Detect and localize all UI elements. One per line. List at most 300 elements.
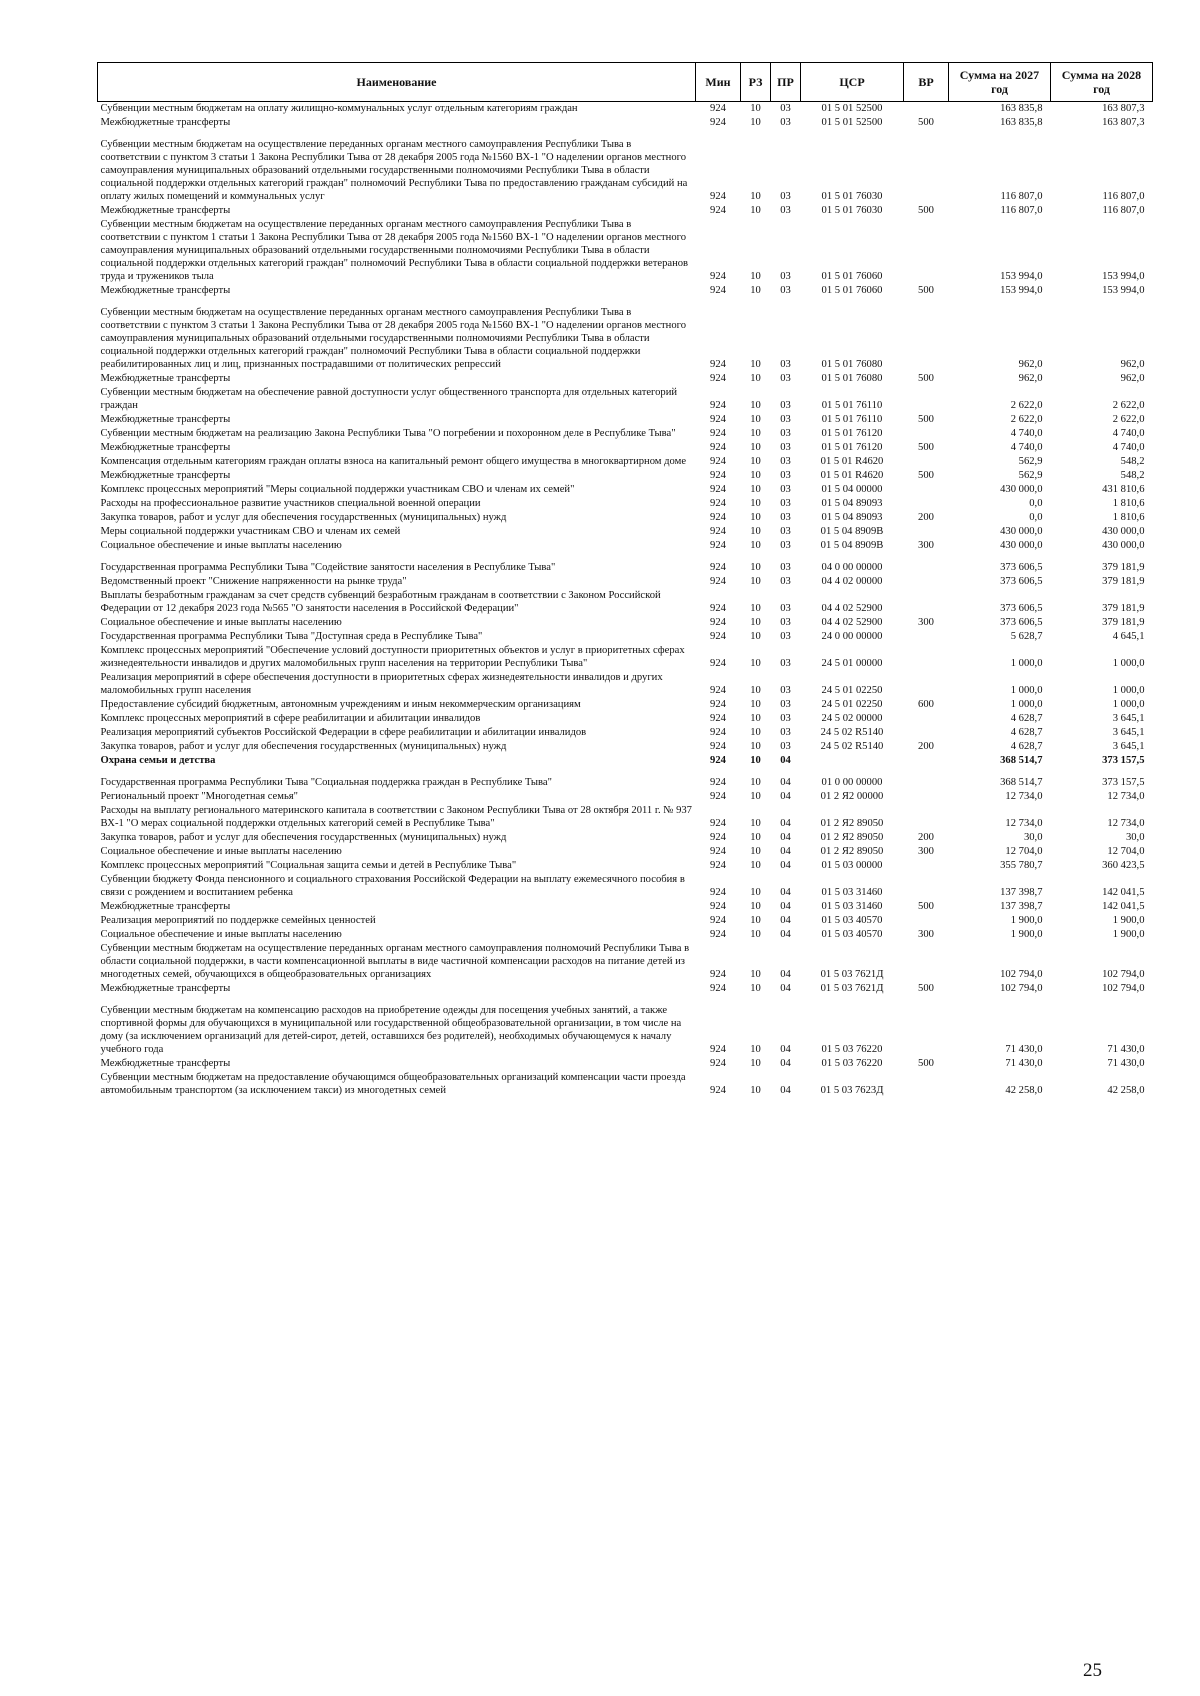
header-rz: РЗ	[741, 63, 771, 102]
csr-cell: 01 5 03 31460	[821, 887, 883, 898]
min-cell: 924	[710, 915, 726, 926]
min-cell: 924	[710, 929, 726, 940]
rz-cell: 10	[750, 103, 761, 114]
name-cell: Межбюджетные трансферты	[100, 117, 231, 128]
csr-cell: 01 5 04 89093	[821, 498, 883, 509]
rz-cell: 10	[750, 191, 761, 202]
sum-2028-cell: 142 041,5	[1102, 901, 1145, 912]
min-cell: 924	[710, 470, 726, 481]
sum-2027-cell: 12 734,0	[1005, 791, 1043, 802]
vr-cell: 300	[918, 846, 934, 857]
name-cell: Расходы на выплату регионального материнского капитала в соответствии с Законом Республики Тыва от 28 октября 2011 г. № 937 ВХ-1 "О мерах социальной поддержки отдельных категорий семей в Республике Тыва"	[100, 805, 692, 829]
name-cell: Субвенции местным бюджетам на компенсацию расходов на приобретение одежды для посещения учебных занятий, а также спортивной формы для обучающихся в муниципальной или государственной общеобразовательной организации, в том числе на дому (за исключением организаций для детей-сирот, детей, оставшихся без родителей), необходимых обучающемуся к началу учебного года	[100, 1005, 682, 1055]
min-cell: 924	[710, 373, 726, 384]
csr-cell: 01 5 03 7621Д	[820, 983, 884, 994]
csr-cell: 01 5 01 76120	[821, 428, 883, 439]
rz-cell: 10	[750, 901, 761, 912]
pr-cell: 03	[780, 617, 791, 628]
table-row	[98, 873, 1153, 900]
min-cell: 924	[710, 205, 726, 216]
table-row	[98, 740, 1153, 754]
csr-cell: 04 4 02 52900	[821, 603, 883, 614]
pr-cell: 04	[780, 929, 791, 940]
table-row	[98, 712, 1153, 726]
min-cell: 924	[710, 846, 726, 857]
min-cell: 924	[710, 359, 726, 370]
sum-2027-cell: 153 994,0	[1000, 285, 1043, 296]
rz-cell: 10	[750, 915, 761, 926]
sum-2028-cell: 102 794,0	[1102, 983, 1145, 994]
vr-cell	[904, 575, 949, 589]
pr-cell: 03	[780, 685, 791, 696]
csr-cell: 01 5 04 8909В	[820, 526, 884, 537]
sum-2028-cell: 379 181,9	[1102, 562, 1145, 573]
pr-cell: 04	[780, 860, 791, 871]
csr-cell: 01 5 03 40570	[821, 929, 883, 940]
rz-cell: 10	[750, 983, 761, 994]
rz-cell: 10	[750, 631, 761, 642]
pr-cell: 03	[780, 526, 791, 537]
pr-cell: 04	[780, 887, 791, 898]
budget-table	[97, 62, 1153, 1098]
sum-2028-cell: 379 181,9	[1102, 576, 1145, 587]
vr-cell: 500	[918, 470, 934, 481]
page-number: 25	[1083, 1660, 1102, 1681]
rz-cell: 10	[750, 512, 761, 523]
sum-2028-cell: 12 734,0	[1107, 818, 1145, 829]
vr-cell: 500	[918, 414, 934, 425]
min-cell: 924	[710, 617, 726, 628]
csr-cell: 01 5 01 76120	[821, 442, 883, 453]
sum-2027-cell: 42 258,0	[1005, 1085, 1043, 1096]
vr-cell	[904, 790, 949, 804]
table-row	[98, 900, 1153, 914]
table-row	[98, 644, 1153, 671]
table-row	[98, 768, 1153, 790]
pr-cell: 03	[780, 359, 791, 370]
table-body	[98, 102, 1153, 1099]
rz-cell: 10	[750, 428, 761, 439]
pr-cell: 03	[780, 562, 791, 573]
sum-2027-cell: 4 740,0	[1010, 428, 1043, 439]
vr-cell	[904, 497, 949, 511]
min-cell: 924	[710, 887, 726, 898]
name-cell: Социальное обеспечение и иные выплаты населению	[100, 846, 342, 857]
sum-2027-cell: 116 807,0	[1000, 205, 1043, 216]
min-cell: 924	[710, 969, 726, 980]
csr-cell: 24 5 01 00000	[821, 658, 883, 669]
table-row	[98, 413, 1153, 427]
sum-2027-cell: 4 628,7	[1010, 741, 1043, 752]
sum-2028-cell: 12 734,0	[1107, 791, 1145, 802]
vr-cell: 500	[918, 205, 934, 216]
sum-2028-cell: 431 810,6	[1102, 484, 1145, 495]
csr-cell: 24 5 01 02250	[821, 699, 883, 710]
pr-cell: 03	[780, 713, 791, 724]
sum-2027-cell: 0,0	[1029, 512, 1043, 523]
table-row	[98, 204, 1153, 218]
vr-cell	[904, 630, 949, 644]
name-cell: Субвенции местным бюджетам на предоставление обучающимся общеобразовательных организаций компенсации части проезда автомобильным транспортом (за исключением такси) из многодетных семей	[100, 1072, 686, 1096]
name-cell: Реализация мероприятий по поддержке семейных ценностей	[100, 915, 376, 926]
rz-cell: 10	[750, 685, 761, 696]
name-cell: Субвенции местным бюджетам на осуществление переданных органам местного самоуправления Республики Тыва в соответствии с пунктом 3 статьи 1 Закона Республики Тыва от 28 декабря 2005 года №1560 ВХ-1 "О наделении органов местного самоуправления муниципальных образований отдельными государственными полномочиями Республики Тыва в области социальной поддержки отдельных категорий граждан" полномочий Республики Тыва по предоставлению гражданам субсидий на оплату жилых помещений и коммунальных услуг	[100, 139, 688, 202]
sum-2027-cell: 373 606,5	[1000, 617, 1043, 628]
rz-cell: 10	[750, 1058, 761, 1069]
sum-2028-cell: 116 807,0	[1102, 205, 1145, 216]
csr-cell: 24 0 00 00000	[821, 631, 883, 642]
rz-cell: 10	[750, 818, 761, 829]
pr-cell: 03	[780, 373, 791, 384]
sum-2027-cell: 1 000,0	[1010, 699, 1043, 710]
min-cell: 924	[710, 832, 726, 843]
name-cell: Субвенции местным бюджетам на оплату жилищно-коммунальных услуг отдельным категориям граждан	[100, 103, 578, 114]
name-cell: Государственная программа Республики Тыва "Социальная поддержка граждан в Республике Тыва"	[100, 777, 552, 788]
pr-cell: 04	[780, 1044, 791, 1055]
sum-2027-cell: 12 704,0	[1005, 846, 1043, 857]
sum-2027-cell: 102 794,0	[1000, 983, 1043, 994]
pr-cell: 03	[780, 428, 791, 439]
name-cell: Региональный проект "Многодетная семья"	[100, 791, 298, 802]
sum-2028-cell: 4 740,0	[1112, 442, 1145, 453]
pr-cell: 04	[780, 791, 791, 802]
name-cell: Социальное обеспечение и иные выплаты населению	[100, 540, 342, 551]
vr-cell: 600	[918, 699, 934, 710]
min-cell: 924	[710, 400, 726, 411]
sum-2028-cell: 3 645,1	[1112, 727, 1145, 738]
pr-cell: 04	[780, 846, 791, 857]
header-vr: ВР	[904, 63, 949, 102]
sum-2028-cell: 42 258,0	[1107, 1085, 1145, 1096]
csr-cell: 01 5 04 8909В	[820, 540, 884, 551]
name-cell: Субвенции местным бюджетам на осуществление переданных органам местного самоуправления Республики Тыва в соответствии с пунктом 3 статьи 1 Закона Республики Тыва от 28 декабря 2005 года №1560 ВХ-1 "О наделении органов местного самоуправления муниципальных образований отдельными государственными полномочиями Республики Тыва в области социальной поддержки отдельных категорий граждан" полномочий Республики Тыва в области социальной поддержки реабилитированных лиц и лиц, признанных пострадавшими от политических репрессий	[100, 307, 687, 370]
sum-2028-cell: 102 794,0	[1102, 969, 1145, 980]
pr-cell: 03	[780, 470, 791, 481]
sum-2027-cell: 430 000,0	[1000, 540, 1043, 551]
table-row	[98, 497, 1153, 511]
min-cell: 924	[710, 818, 726, 829]
header-min: Мин	[696, 63, 741, 102]
min-cell: 924	[710, 285, 726, 296]
vr-cell: 300	[918, 540, 934, 551]
sum-2028-cell: 1 810,6	[1112, 498, 1145, 509]
sum-2027-cell: 373 606,5	[1000, 603, 1043, 614]
rz-cell: 10	[750, 791, 761, 802]
min-cell: 924	[710, 777, 726, 788]
csr-cell: 01 5 01 52500	[821, 117, 883, 128]
name-cell: Субвенции местным бюджетам на осуществление переданных органам местного самоуправления полномочий Республики Тыва в области социальной поддержки, в части компенсационной выплаты в виде частичной компенсации расходов на питание детей из многодетных семей, обучающихся в общеобразовательных организациях	[100, 943, 690, 980]
min-cell: 924	[710, 685, 726, 696]
rz-cell: 10	[750, 658, 761, 669]
pr-cell: 04	[780, 915, 791, 926]
csr-cell: 01 5 01 R4620	[820, 470, 884, 481]
vr-cell	[904, 804, 949, 831]
sum-2027-cell: 368 514,7	[1000, 777, 1043, 788]
rz-cell: 10	[750, 205, 761, 216]
name-cell: Государственная программа Республики Тыва "Доступная среда в Республике Тыва"	[100, 631, 483, 642]
pr-cell: 03	[780, 400, 791, 411]
min-cell: 924	[710, 428, 726, 439]
csr-cell: 01 5 04 00000	[821, 484, 883, 495]
csr-cell: 24 5 02 00000	[821, 713, 883, 724]
sum-2028-cell: 3 645,1	[1112, 741, 1145, 752]
table-row	[98, 427, 1153, 441]
rz-cell: 10	[750, 470, 761, 481]
min-cell: 924	[710, 658, 726, 669]
pr-cell: 03	[780, 699, 791, 710]
rz-cell: 10	[750, 373, 761, 384]
vr-cell	[904, 671, 949, 698]
min-cell: 924	[710, 271, 726, 282]
table-header-row	[98, 63, 1153, 102]
table-row	[98, 790, 1153, 804]
csr-cell: 24 5 02 R5140	[820, 741, 884, 752]
pr-cell: 03	[780, 285, 791, 296]
csr-cell: 01 5 01 76030	[821, 205, 883, 216]
pr-cell: 03	[780, 414, 791, 425]
min-cell: 924	[710, 456, 726, 467]
vr-cell	[904, 483, 949, 497]
rz-cell: 10	[750, 860, 761, 871]
sum-2027-cell: 4 740,0	[1010, 442, 1043, 453]
sum-2028-cell: 71 430,0	[1107, 1044, 1145, 1055]
csr-cell: 04 0 00 00000	[821, 562, 883, 573]
rz-cell: 10	[750, 1044, 761, 1055]
sum-2028-cell: 379 181,9	[1102, 617, 1145, 628]
vr-cell	[904, 644, 949, 671]
csr-cell: 01 5 01 76060	[821, 285, 883, 296]
name-cell: Расходы на профессиональное развитие участников специальной военной операции	[100, 498, 481, 509]
table-row	[98, 942, 1153, 982]
sum-2028-cell: 142 041,5	[1102, 887, 1145, 898]
name-cell: Меры социальной поддержки участникам СВО и членам их семей	[100, 526, 401, 537]
pr-cell: 04	[780, 1058, 791, 1069]
rz-cell: 10	[750, 498, 761, 509]
sum-2028-cell: 163 807,3	[1102, 117, 1145, 128]
table-row	[98, 616, 1153, 630]
sum-2027-cell: 1 900,0	[1010, 915, 1043, 926]
pr-cell: 03	[780, 658, 791, 669]
table-row	[98, 982, 1153, 996]
name-cell: Комплекс процессных мероприятий "Социальная защита семьи и детей в Республике Тыва"	[100, 860, 517, 871]
min-cell: 924	[710, 860, 726, 871]
vr-cell: 200	[918, 512, 934, 523]
sum-2027-cell: 2 622,0	[1010, 414, 1043, 425]
sum-2027-cell: 4 628,7	[1010, 713, 1043, 724]
name-cell: Межбюджетные трансферты	[100, 205, 231, 216]
csr-cell: 01 5 03 76220	[821, 1058, 883, 1069]
header-sum-2027: Сумма на 2027 год	[949, 63, 1051, 102]
csr-cell: 01 5 01 76110	[821, 400, 883, 411]
vr-cell	[904, 130, 949, 204]
table-row	[98, 130, 1153, 204]
sum-2027-cell: 163 835,8	[1000, 117, 1043, 128]
table-row	[98, 218, 1153, 284]
min-cell: 924	[710, 576, 726, 587]
table-row	[98, 698, 1153, 712]
min-cell: 924	[710, 540, 726, 551]
sum-2028-cell: 1 900,0	[1112, 915, 1145, 926]
pr-cell: 03	[780, 442, 791, 453]
vr-cell: 500	[918, 285, 934, 296]
sum-2027-cell: 962,0	[1018, 373, 1043, 384]
name-cell: Комплекс процессных мероприятий "Меры социальной поддержки участникам СВО и членам их семей"	[100, 484, 575, 495]
csr-cell: 01 0 00 00000	[821, 777, 883, 788]
name-cell: Межбюджетные трансферты	[100, 1058, 231, 1069]
rz-cell: 10	[750, 117, 761, 128]
table-row	[98, 831, 1153, 845]
sum-2027-cell: 71 430,0	[1005, 1058, 1043, 1069]
rz-cell: 10	[750, 887, 761, 898]
sum-2027-cell: 1 900,0	[1010, 929, 1043, 940]
vr-cell	[904, 589, 949, 616]
name-cell: Субвенции местным бюджетам на реализацию Закона Республики Тыва "О погребении и похоронном деле в Республике Тыва"	[100, 428, 676, 439]
csr-cell: 24 5 01 02250	[821, 685, 883, 696]
sum-2028-cell: 962,0	[1120, 359, 1145, 370]
table-row	[98, 469, 1153, 483]
csr-cell: 01 2 Я2 89050	[820, 818, 884, 829]
min-cell: 924	[710, 414, 726, 425]
sum-2028-cell: 71 430,0	[1107, 1058, 1145, 1069]
min-cell: 924	[710, 562, 726, 573]
sum-2028-cell: 1 900,0	[1112, 929, 1145, 940]
rz-cell: 10	[750, 400, 761, 411]
table-row	[98, 754, 1153, 768]
sum-2027-cell: 137 398,7	[1000, 887, 1043, 898]
min-cell: 924	[710, 741, 726, 752]
pr-cell: 03	[780, 271, 791, 282]
pr-cell: 03	[780, 191, 791, 202]
min-cell: 924	[710, 512, 726, 523]
vr-cell	[904, 553, 949, 575]
pr-cell: 03	[780, 576, 791, 587]
pr-cell: 03	[780, 103, 791, 114]
min-cell: 924	[710, 191, 726, 202]
pr-cell: 03	[780, 727, 791, 738]
pr-cell: 03	[780, 540, 791, 551]
pr-cell: 03	[780, 484, 791, 495]
table-row	[98, 630, 1153, 644]
name-cell: Межбюджетные трансферты	[100, 470, 231, 481]
rz-cell: 10	[750, 699, 761, 710]
vr-cell: 200	[918, 741, 934, 752]
vr-cell: 500	[918, 901, 934, 912]
min-cell: 924	[710, 498, 726, 509]
sum-2028-cell: 153 994,0	[1102, 271, 1145, 282]
min-cell: 924	[710, 755, 726, 766]
name-cell: Государственная программа Республики Тыва "Содействие занятости населения в Республике Тыва"	[100, 562, 556, 573]
rz-cell: 10	[750, 540, 761, 551]
min-cell: 924	[710, 526, 726, 537]
rz-cell: 10	[750, 727, 761, 738]
vr-cell: 500	[918, 117, 934, 128]
rz-cell: 10	[750, 969, 761, 980]
pr-cell: 03	[780, 512, 791, 523]
min-cell: 924	[710, 484, 726, 495]
sum-2027-cell: 12 734,0	[1005, 818, 1043, 829]
name-cell: Ведомственный проект "Снижение напряженности на рынке труда"	[100, 576, 407, 587]
sum-2028-cell: 430 000,0	[1102, 540, 1145, 551]
vr-cell: 300	[918, 617, 934, 628]
rz-cell: 10	[750, 777, 761, 788]
sum-2028-cell: 373 157,5	[1102, 777, 1145, 788]
pr-cell: 03	[780, 631, 791, 642]
rz-cell: 10	[750, 846, 761, 857]
sum-2027-cell: 430 000,0	[1000, 526, 1043, 537]
rz-cell: 10	[750, 285, 761, 296]
vr-cell	[904, 1071, 949, 1098]
table-row	[98, 589, 1153, 616]
csr-cell: 01 5 01 76080	[821, 359, 883, 370]
rz-cell: 10	[750, 755, 761, 766]
pr-cell: 04	[780, 1085, 791, 1096]
sum-2028-cell: 548,2	[1120, 456, 1145, 467]
header-csr: ЦСР	[801, 63, 904, 102]
pr-cell: 03	[780, 205, 791, 216]
name-cell: Реализация мероприятий субъектов Российской Федерации в сфере реабилитации и абилитации инвалидов	[100, 727, 587, 738]
name-cell: Реализация мероприятий в сфере обеспечения доступности в приоритетных сферах жизнедеятельности инвалидов и других маломобильных групп населения	[100, 672, 663, 696]
csr-cell: 01 5 01 76060	[821, 271, 883, 282]
sum-2028-cell: 30,0	[1125, 832, 1145, 843]
name-cell: Закупка товаров, работ и услуг для обеспечения государственных (муниципальных) нужд	[100, 832, 507, 843]
name-cell: Межбюджетные трансферты	[100, 901, 231, 912]
sum-2028-cell: 1 000,0	[1112, 658, 1145, 669]
rz-cell: 10	[750, 603, 761, 614]
sum-2027-cell: 430 000,0	[1000, 484, 1043, 495]
sum-2027-cell: 373 606,5	[1000, 562, 1043, 573]
csr-cell: 01 5 01 76110	[821, 414, 883, 425]
table-row	[98, 539, 1153, 553]
name-cell: Закупка товаров, работ и услуг для обеспечения государственных (муниципальных) нужд	[100, 741, 507, 752]
pr-cell: 04	[780, 901, 791, 912]
min-cell: 924	[710, 603, 726, 614]
sum-2028-cell: 4 740,0	[1112, 428, 1145, 439]
csr-cell: 01 5 03 40570	[821, 915, 883, 926]
sum-2027-cell: 0,0	[1029, 498, 1043, 509]
rz-cell: 10	[750, 1085, 761, 1096]
min-cell: 924	[710, 713, 726, 724]
table-row	[98, 441, 1153, 455]
sum-2028-cell: 3 645,1	[1112, 713, 1145, 724]
table-row	[98, 575, 1153, 589]
vr-cell: 300	[918, 929, 934, 940]
rz-cell: 10	[750, 414, 761, 425]
vr-cell: 200	[918, 832, 934, 843]
sum-2027-cell: 562,9	[1018, 470, 1043, 481]
pr-cell: 03	[780, 456, 791, 467]
vr-cell	[904, 726, 949, 740]
min-cell: 924	[710, 983, 726, 994]
table-row	[98, 1071, 1153, 1098]
min-cell: 924	[710, 1058, 726, 1069]
name-cell: Межбюджетные трансферты	[100, 983, 231, 994]
sum-2027-cell: 373 606,5	[1000, 576, 1043, 587]
csr-cell: 01 5 01 52500	[821, 103, 883, 114]
sum-2027-cell: 4 628,7	[1010, 727, 1043, 738]
name-cell: Социальное обеспечение и иные выплаты населению	[100, 617, 342, 628]
table-row	[98, 483, 1153, 497]
pr-cell: 04	[780, 777, 791, 788]
header-sum-2028: Сумма на 2028 год	[1051, 63, 1153, 102]
header-pr: ПР	[771, 63, 801, 102]
sum-2027-cell: 562,9	[1018, 456, 1043, 467]
name-cell: Закупка товаров, работ и услуг для обеспечения государственных (муниципальных) нужд	[100, 512, 507, 523]
table-row	[98, 511, 1153, 525]
csr-cell: 01 5 03 7623Д	[820, 1085, 884, 1096]
sum-2027-cell: 1 000,0	[1010, 658, 1043, 669]
pr-cell: 04	[780, 832, 791, 843]
vr-cell	[904, 859, 949, 873]
